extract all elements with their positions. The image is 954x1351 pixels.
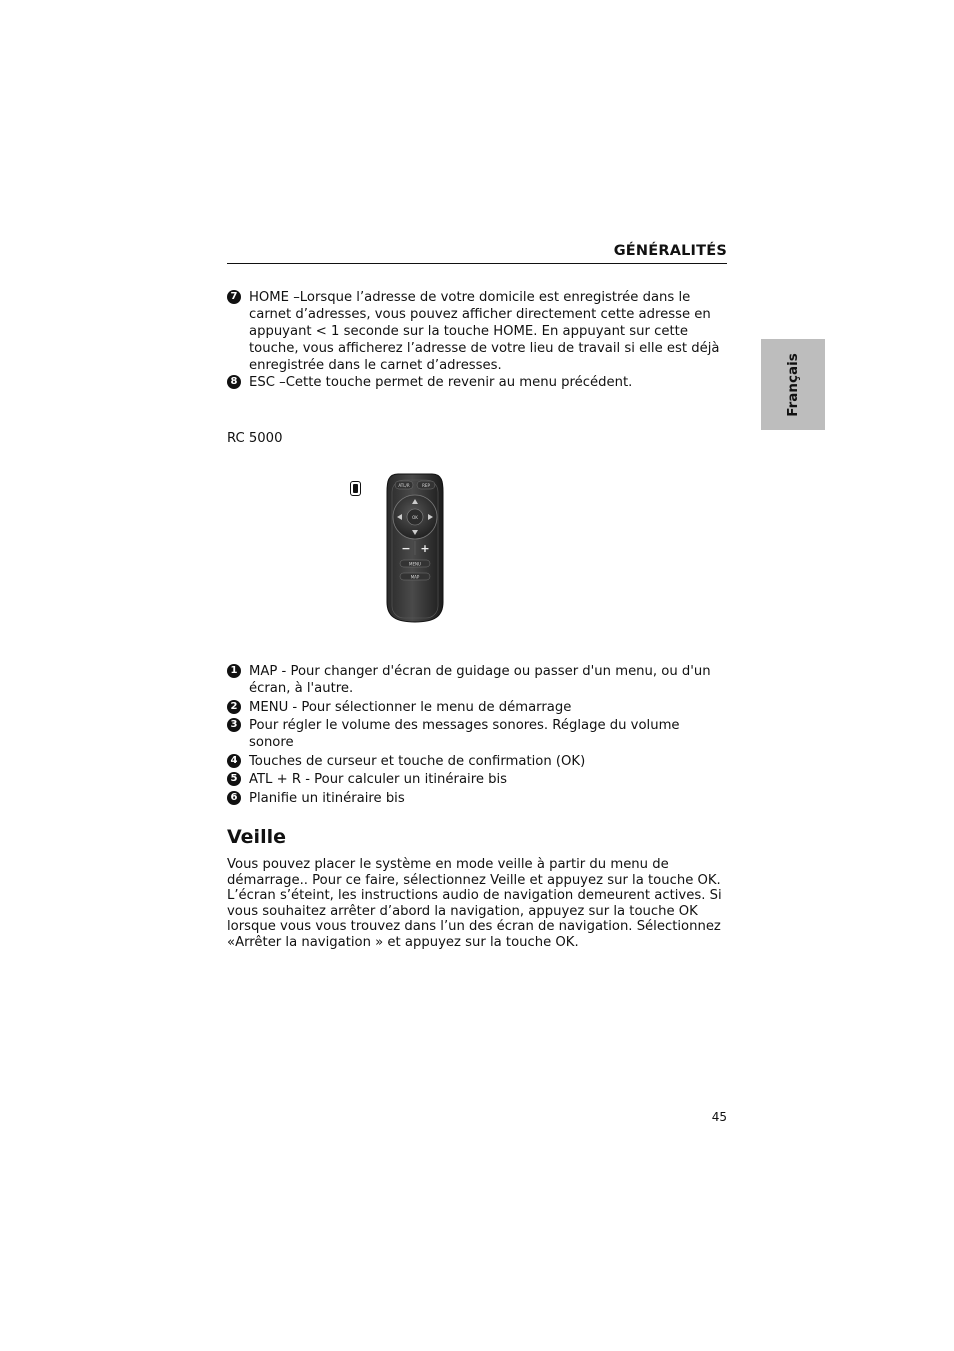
list-item-home [227, 289, 727, 374]
section-paragraph: Vous pouvez placer le système en mode veille à partir du menu de démarrage.. Pour ce faire, sélectionnez Veille et appuyez sur la touche OK. L’écran s’éteint, les instructions audio de navigation demeurent actives. Si vous souhaitez arrêter d’abord la navigation, appuyez sur la touche OK lorsque vous vous trouvez dans l’un des écran de navigation. Sélectionnez «Arrêter la navigation » et appuyez sur la touche OK. [227, 857, 722, 950]
item-number-badge: 3 [227, 718, 241, 732]
list-item-text: HOME –Lorsque l’adresse de votre domicile est enregistrée dans le carnet d’adresses, vous pouvez afficher directement cette adresse en appuyant < 1 seconde sur la touche HOME. En appuyant sur cette touche, vous afficherez l’adresse de votre lieu de travail si elle est déjà enregistrée dans le carnet d’adresses. [249, 290, 720, 373]
map-button-label: MAP [410, 574, 420, 580]
list-item-text: MAP - Pour changer d'écran de guidage ou passer d'un menu, ou d'un écran, à l'autre. [249, 664, 711, 696]
list-item-text: ATL + R - Pour calculer un itinéraire bis [249, 772, 508, 787]
remote-model-label: RC 5000 [227, 431, 283, 446]
list-item-text: ESC –Cette touche permet de revenir au menu précédent. [249, 375, 633, 390]
header-divider [227, 263, 727, 264]
section-heading: Veille [227, 826, 286, 848]
bottom-item-list [227, 663, 727, 808]
list-item-esc [227, 374, 727, 391]
remote-control-icon [350, 468, 460, 628]
list-item-text: Planifie un itinéraire bis [249, 790, 405, 806]
ok-button-label: OK [412, 515, 418, 520]
section-header-title: GÉNÉRALITÉS [613, 243, 727, 259]
menu-button-label: MENU [409, 561, 421, 567]
volume-minus-label: − [401, 542, 411, 555]
item-number-badge: 8 [227, 375, 241, 389]
list-item-menu [227, 699, 727, 716]
language-tab-label: Français [785, 352, 801, 417]
list-item-text: MENU - Pour sélectionner le menu de démarrage [249, 699, 572, 715]
language-tab [761, 339, 825, 430]
list-item-text: Touches de curseur et touche de confirmation (OK) [249, 753, 586, 769]
rep-button-label: REP [422, 483, 430, 488]
top-item-list [227, 289, 727, 391]
remote-control-figure [350, 468, 460, 628]
item-number-badge: 2 [227, 700, 241, 714]
item-number-badge: 1 [227, 664, 241, 678]
page-number: 45 [711, 1110, 727, 1124]
list-item-cursor [227, 753, 727, 770]
volume-plus-label: + [420, 542, 430, 555]
list-item-map [227, 663, 727, 697]
item-number-badge: 6 [227, 791, 241, 805]
item-number-badge: 7 [227, 290, 241, 304]
list-item-atl [227, 771, 727, 788]
item-number-badge: 5 [227, 772, 241, 786]
list-item-alt-route [227, 790, 727, 807]
atl-button-label: ATL/R [398, 483, 410, 488]
item-number-badge: 4 [227, 754, 241, 768]
list-item-volume [227, 717, 727, 751]
list-item-text: Pour régler le volume des messages sonores. Réglage du volume sonore [249, 718, 680, 750]
